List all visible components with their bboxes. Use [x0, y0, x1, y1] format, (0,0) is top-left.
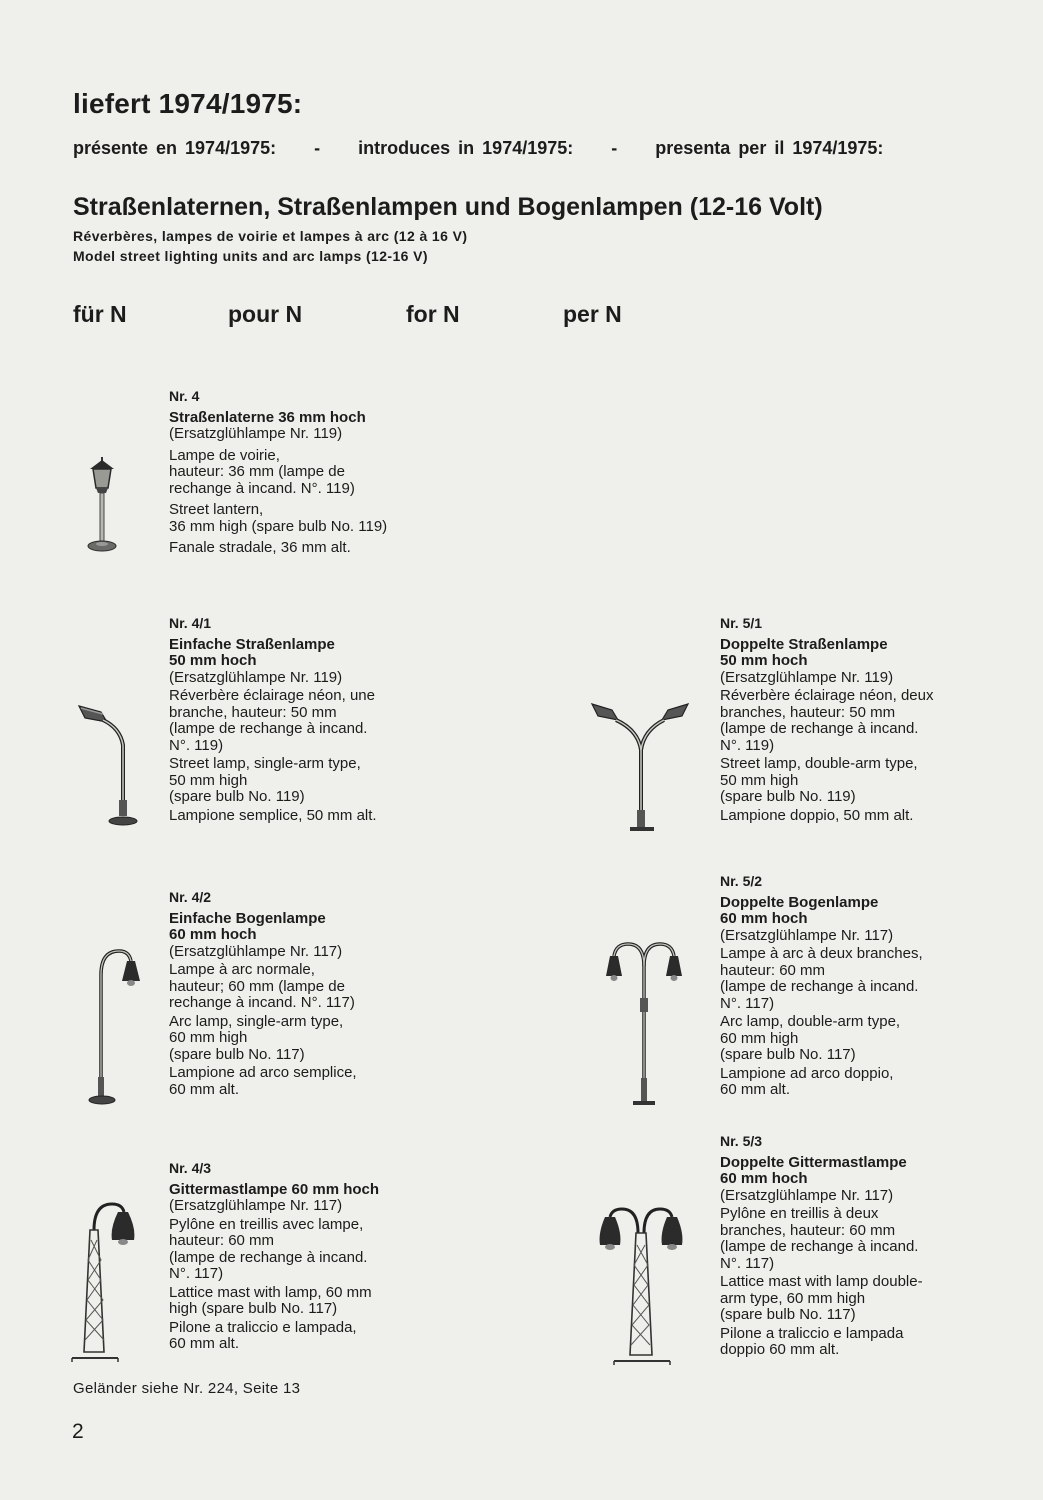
product-desc-it — [720, 1326, 1000, 1359]
title-line: 50 mm hoch — [169, 652, 257, 669]
product-desc-it — [720, 1066, 1000, 1099]
section-heading-fr: Réverbères, lampes de voirie et lampes à arc (12 à 16 V) — [73, 228, 468, 244]
product-title-de — [169, 637, 444, 670]
product-desc-fr — [720, 1206, 1000, 1272]
desc-line: N°. 117) — [720, 1254, 775, 1272]
desc-line: (spare bulb No. 117) — [169, 1045, 305, 1063]
desc-line: 60 mm alt. — [169, 1335, 240, 1352]
subtitle-sep-1: - — [314, 138, 321, 158]
product-4-3 — [169, 1160, 444, 1353]
desc-line: Arc lamp, double-arm type, — [720, 1013, 901, 1030]
product-desc-en — [169, 502, 444, 535]
desc-line: (lampe de rechange à incand. — [720, 978, 919, 995]
scale-fr: pour N — [228, 301, 303, 327]
desc-line: Lattice mast with lamp, 60 mm — [169, 1283, 372, 1301]
product-desc-fr — [169, 962, 444, 1012]
desc-line: rechange à incand. N°. 117) — [169, 994, 355, 1011]
desc-line: Lampe à arc à deux branches, — [720, 945, 923, 962]
subtitle-it: presenta per il 1974/1975: — [655, 138, 884, 158]
desc-line: branche, hauteur: 50 mm — [169, 703, 337, 721]
railing-reference-note: Geländer siehe Nr. 224, Seite 13 — [73, 1380, 301, 1397]
product-5-3 — [720, 1133, 1000, 1359]
product-desc-en — [720, 1014, 1000, 1064]
desc-line: N°. 117) — [169, 1265, 224, 1282]
product-desc-en — [720, 756, 1000, 806]
product-desc-fr — [169, 1217, 444, 1283]
subtitle-en: introduces in 1974/1975: — [358, 138, 574, 158]
product-desc-it — [169, 808, 444, 825]
product-4-1 — [169, 615, 444, 824]
desc-line: 60 mm alt. — [169, 1080, 240, 1098]
product-bulb-de: (Ersatzglühlampe Nr. 117) — [720, 926, 894, 944]
product-title-de — [720, 1155, 1000, 1188]
page-number: 2 — [72, 1420, 84, 1443]
double-street-lamp-image — [588, 700, 698, 835]
desc-line: Lampione semplice, 50 mm alt. — [169, 806, 377, 824]
product-desc-fr — [169, 448, 444, 498]
desc-line: (lampe de rechange à incand. — [169, 1248, 368, 1266]
page-title: liefert 1974/1975: — [73, 88, 303, 119]
section-heading: Straßenlaternen, Straßenlampen und Bogenlampen (12-16 Volt) — [73, 193, 823, 221]
single-street-lamp-image — [75, 700, 145, 835]
lattice-mast-lamp-image — [68, 1200, 148, 1365]
desc-line: N°. 119) — [720, 736, 775, 754]
double-lattice-mast-lamp-image — [596, 1205, 691, 1370]
desc-line: Street lantern, — [169, 501, 264, 518]
scale-en: for N — [406, 301, 460, 327]
desc-line: N°. 117) — [720, 994, 775, 1012]
product-bulb-de: (Ersatzglühlampe Nr. 119) — [720, 668, 894, 686]
title-line: 60 mm hoch — [720, 1170, 808, 1187]
product-number: Nr. 4/1 — [169, 615, 212, 631]
desc-line: hauteur: 36 mm (lampe de — [169, 463, 345, 480]
desc-line: Street lamp, single-arm type, — [169, 755, 361, 772]
product-desc-en — [169, 1285, 444, 1318]
desc-line: Lampione doppio, 50 mm alt. — [720, 806, 914, 824]
page-subtitle — [73, 138, 913, 159]
desc-line: Réverbère éclairage néon, deux — [720, 687, 934, 704]
product-number: Nr. 5/3 — [720, 1133, 763, 1149]
desc-line: (lampe de rechange à incand. — [169, 720, 368, 737]
product-5-1 — [720, 615, 1000, 824]
desc-line: 60 mm high — [720, 1029, 799, 1047]
subtitle-fr: présente en 1974/1975: — [73, 138, 277, 158]
product-bulb-de: (Ersatzglühlampe Nr. 117) — [720, 1186, 894, 1204]
product-desc-en — [169, 1014, 444, 1064]
desc-line: (lampe de rechange à incand. — [720, 720, 919, 737]
product-desc-fr — [720, 688, 1000, 754]
desc-line: Street lamp, double-arm type, — [720, 755, 918, 772]
title-line: Doppelte Gittermastlampe — [720, 1153, 907, 1171]
desc-line: doppio 60 mm alt. — [720, 1341, 840, 1358]
desc-line: (spare bulb No. 119) — [720, 788, 856, 805]
subtitle-sep-2: - — [611, 138, 618, 158]
product-desc-en — [169, 756, 444, 806]
scale-it: per N — [563, 301, 622, 327]
product-4-2 — [169, 889, 444, 1098]
desc-line: N°. 119) — [169, 736, 224, 754]
product-desc-it — [169, 1320, 444, 1353]
product-4 — [169, 388, 444, 557]
product-number: Nr. 5/1 — [720, 615, 763, 631]
product-number: Nr. 4/2 — [169, 889, 212, 905]
title-line: Doppelte Bogenlampe — [720, 893, 879, 911]
product-desc-en — [720, 1274, 1000, 1324]
desc-line: high (spare bulb No. 117) — [169, 1300, 338, 1317]
product-title-de — [169, 1182, 444, 1199]
title-line: 50 mm hoch — [720, 652, 808, 669]
scale-de: für N — [73, 301, 127, 327]
title-line: Gittermastlampe 60 mm hoch — [169, 1180, 380, 1198]
desc-line: Pilone a traliccio e lampada — [720, 1324, 904, 1342]
product-bulb-de: (Ersatzglühlampe Nr. 117) — [169, 942, 343, 960]
product-title-de — [720, 895, 1000, 928]
product-number: Nr. 5/2 — [720, 873, 763, 889]
product-number: Nr. 4/3 — [169, 1160, 212, 1176]
desc-line: Lampe de voirie, — [169, 446, 280, 464]
desc-line: Pylône en treillis avec lampe, — [169, 1215, 364, 1233]
desc-line: Arc lamp, single-arm type, — [169, 1012, 344, 1030]
desc-line: 36 mm high (spare bulb No. 119) — [169, 517, 388, 535]
double-arc-lamp-image — [600, 938, 690, 1110]
product-5-2 — [720, 873, 1000, 1099]
title-line: 60 mm hoch — [169, 926, 257, 943]
desc-line: branches, hauteur: 50 mm — [720, 703, 896, 721]
title-line: Doppelte Straßenlampe — [720, 635, 888, 653]
desc-line: 50 mm high — [720, 771, 799, 789]
title-line: 60 mm hoch — [720, 910, 808, 927]
desc-line: branches, hauteur: 60 mm — [720, 1221, 896, 1239]
product-title-de: Straßenlaterne 36 mm hoch — [169, 408, 366, 426]
desc-line: (spare bulb No. 117) — [720, 1046, 856, 1063]
product-number: Nr. 4 — [169, 388, 200, 404]
product-bulb-de: (Ersatzglühlampe Nr. 119) — [169, 668, 343, 686]
single-arc-lamp-image — [85, 945, 155, 1110]
desc-line: hauteur; 60 mm (lampe de — [169, 977, 345, 995]
desc-line: hauteur: 60 mm — [169, 1232, 275, 1249]
street-lantern-image — [84, 455, 120, 555]
desc-line: (spare bulb No. 117) — [720, 1306, 856, 1323]
product-desc-it — [169, 1065, 444, 1098]
desc-line: arm type, 60 mm high — [720, 1289, 866, 1307]
desc-line: Lampe à arc normale, — [169, 961, 315, 978]
desc-line: (spare bulb No. 119) — [169, 788, 305, 805]
desc-line: Fanale stradale, 36 mm alt. — [169, 539, 351, 556]
product-title-de — [720, 637, 1000, 670]
product-bulb-de: (Ersatzglühlampe Nr. 119) — [169, 425, 343, 442]
desc-line: 60 mm high — [169, 1029, 248, 1046]
desc-line: 60 mm alt. — [720, 1081, 791, 1098]
desc-line: Lampione ad arco doppio, — [720, 1064, 894, 1082]
desc-line: (lampe de rechange à incand. — [720, 1238, 919, 1255]
title-line: Einfache Straßenlampe — [169, 635, 335, 653]
desc-line: Pylône en treillis à deux — [720, 1205, 879, 1222]
product-desc-fr — [169, 688, 444, 754]
product-bulb-de: (Ersatzglühlampe Nr. 117) — [169, 1197, 343, 1214]
desc-line: 50 mm high — [169, 771, 248, 789]
desc-line: hauteur: 60 mm — [720, 961, 826, 979]
product-title-de — [169, 911, 444, 944]
title-line: Einfache Bogenlampe — [169, 909, 326, 927]
section-heading-en: Model street lighting units and arc lamps (12-16 V) — [73, 248, 428, 264]
product-desc-it — [720, 808, 1000, 825]
desc-line: rechange à incand. N°. 119) — [169, 479, 355, 497]
product-desc-fr — [720, 946, 1000, 1012]
desc-line: Lattice mast with lamp double- — [720, 1273, 923, 1290]
desc-line: Lampione ad arco semplice, — [169, 1064, 357, 1081]
desc-line: Réverbère éclairage néon, une — [169, 687, 375, 704]
product-desc-it — [169, 540, 444, 557]
desc-line: Pilone a traliccio e lampada, — [169, 1318, 357, 1336]
